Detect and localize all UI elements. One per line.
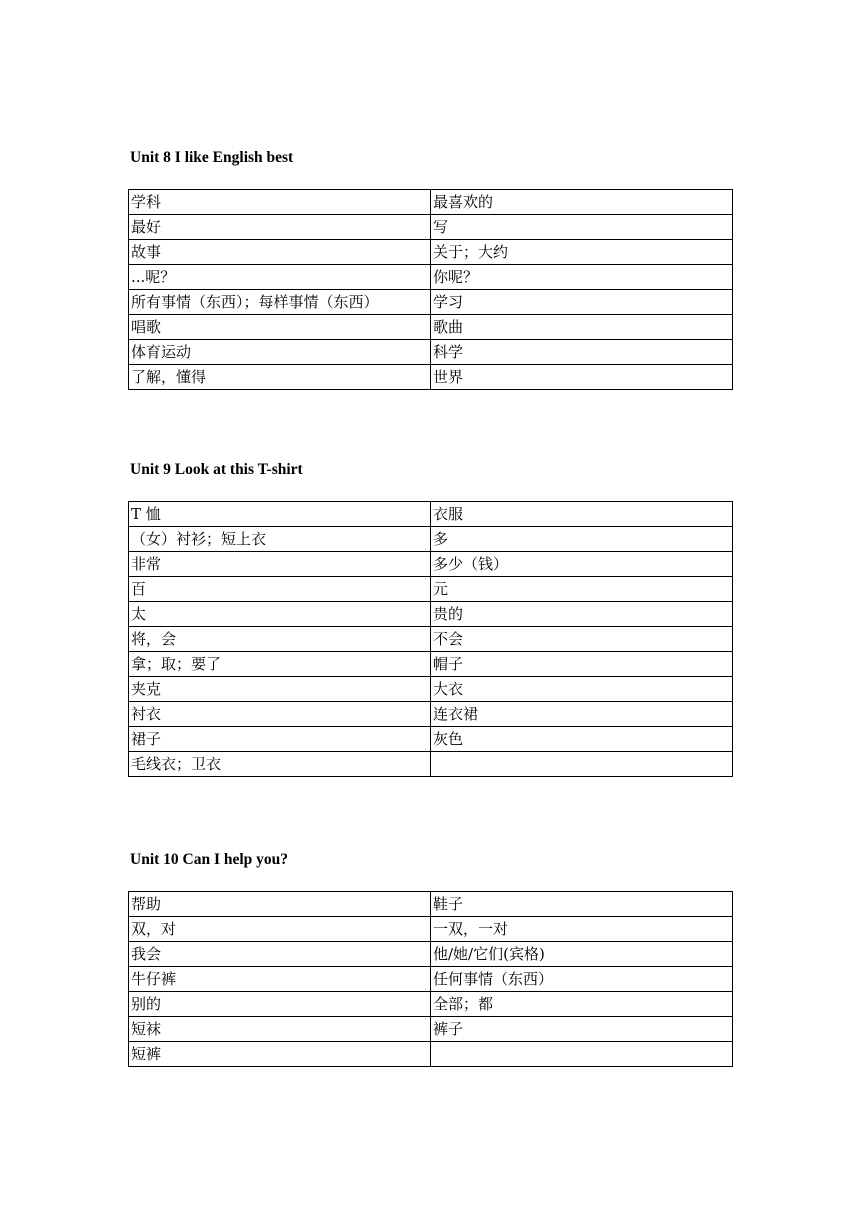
table-cell: 学科	[129, 190, 431, 215]
table-cell: 任何事情（东西）	[431, 967, 733, 992]
table-row	[129, 265, 733, 290]
table-cell: 我会	[129, 942, 431, 967]
table-cell: 关于；大约	[431, 240, 733, 265]
table-cell: 牛仔裤	[129, 967, 431, 992]
table-row	[129, 527, 733, 552]
table-row	[129, 702, 733, 727]
vocab-table-unit-10	[128, 891, 733, 1067]
table-row	[129, 365, 733, 390]
table-cell: 短袜	[129, 1017, 431, 1042]
table-cell: 写	[431, 215, 733, 240]
table-cell: 太	[129, 602, 431, 627]
table-cell: 帽子	[431, 652, 733, 677]
table-row	[129, 627, 733, 652]
table-cell: 连衣裙	[431, 702, 733, 727]
table-row	[129, 215, 733, 240]
table-cell: 多	[431, 527, 733, 552]
table-row	[129, 577, 733, 602]
table-cell: ...呢？	[129, 265, 431, 290]
unit-title: Unit 8 I like English best	[130, 149, 294, 166]
table-row	[129, 240, 733, 265]
table-cell: 了解，懂得	[129, 365, 431, 390]
table-cell: 世界	[431, 365, 733, 390]
table-cell: 体育运动	[129, 340, 431, 365]
table-cell: 最喜欢的	[431, 190, 733, 215]
table-cell: 裙子	[129, 727, 431, 752]
table-row	[129, 967, 733, 992]
table-cell: T 恤	[129, 502, 431, 527]
table-cell: 别的	[129, 992, 431, 1017]
table-row	[129, 1017, 733, 1042]
vocab-table-unit-8	[128, 189, 733, 390]
table-cell: 你呢？	[431, 265, 733, 290]
table-cell: 拿；取；要了	[129, 652, 431, 677]
table-cell: 歌曲	[431, 315, 733, 340]
table-cell: 唱歌	[129, 315, 431, 340]
table-cell	[431, 1042, 733, 1067]
table-cell: 毛线衣；卫衣	[129, 752, 431, 777]
table-cell: 大衣	[431, 677, 733, 702]
table-row	[129, 190, 733, 215]
unit-title: Unit 9 Look at this T-shirt	[130, 461, 303, 478]
table-cell: 非常	[129, 552, 431, 577]
vocab-table-unit-9	[128, 501, 733, 777]
table-row	[129, 992, 733, 1017]
table-row	[129, 552, 733, 577]
table-row	[129, 602, 733, 627]
table-cell: 双，对	[129, 917, 431, 942]
table-cell: 鞋子	[431, 892, 733, 917]
table-cell: 贵的	[431, 602, 733, 627]
table-cell: 元	[431, 577, 733, 602]
table-cell: 一双，一对	[431, 917, 733, 942]
table-cell	[431, 752, 733, 777]
table-row	[129, 290, 733, 315]
table-cell: 他/她/它们(宾格)	[431, 942, 733, 967]
table-row	[129, 315, 733, 340]
table-row	[129, 752, 733, 777]
table-row	[129, 677, 733, 702]
table-row	[129, 892, 733, 917]
table-cell: 所有事情（东西）；每样事情（东西）	[129, 290, 431, 315]
table-cell: 学习	[431, 290, 733, 315]
table-row	[129, 340, 733, 365]
table-cell: 最好	[129, 215, 431, 240]
table-cell: 故事	[129, 240, 431, 265]
table-row	[129, 917, 733, 942]
table-cell: 不会	[431, 627, 733, 652]
table-cell: 帮助	[129, 892, 431, 917]
table-row	[129, 652, 733, 677]
table-cell: 将，会	[129, 627, 431, 652]
table-row	[129, 942, 733, 967]
table-row	[129, 502, 733, 527]
table-cell: 全部；都	[431, 992, 733, 1017]
table-cell: 科学	[431, 340, 733, 365]
table-cell: 短裤	[129, 1042, 431, 1067]
table-cell: 衣服	[431, 502, 733, 527]
table-cell: 多少（钱）	[431, 552, 733, 577]
table-cell: （女）衬衫；短上衣	[129, 527, 431, 552]
table-cell: 衬衣	[129, 702, 431, 727]
table-cell: 灰色	[431, 727, 733, 752]
table-cell: 裤子	[431, 1017, 733, 1042]
table-cell: 夹克	[129, 677, 431, 702]
table-cell: 百	[129, 577, 431, 602]
table-row	[129, 1042, 733, 1067]
table-row	[129, 727, 733, 752]
unit-title: Unit 10 Can I help you?	[130, 851, 289, 868]
